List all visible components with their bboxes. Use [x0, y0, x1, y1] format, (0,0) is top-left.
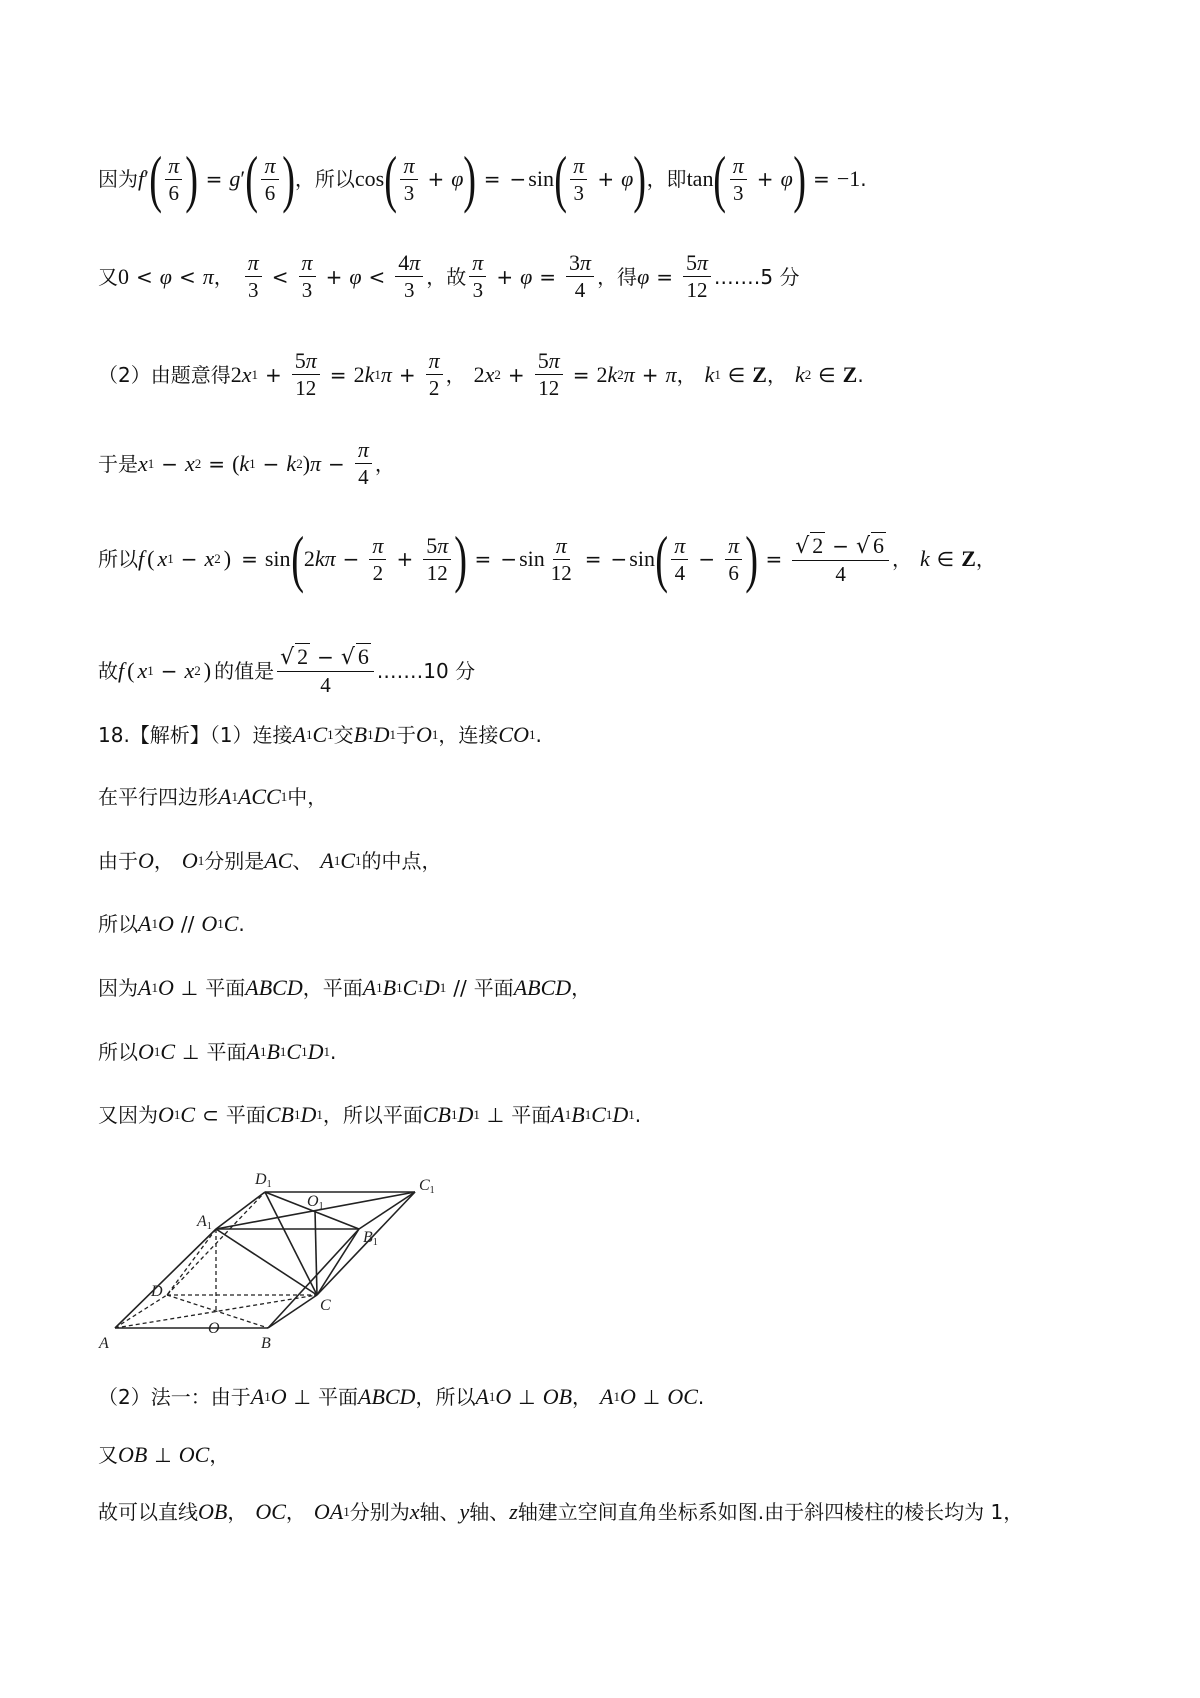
edge-B1-C [317, 1229, 359, 1295]
label-C1: C1 [419, 1177, 435, 1196]
edge-A1-C [216, 1229, 317, 1295]
hidden-A1-D [167, 1229, 216, 1295]
text-line-14: （2）法一：由于 A 1 O ⊥ 平面 ABCD ，所以 A 1 O ⊥ OB ， A 1 O ⊥ OC . [98, 1384, 705, 1409]
text-line-8: 在平行四边形 A 1 ACC 1 中， [98, 784, 328, 809]
text-line-6: 故 f ( x 1 − x 2 ) 的值是 $\frac{√ 2 - √ 6}{4}$ .……10 分 [98, 644, 476, 697]
text-line-12: 所以 O 1 C ⊥ 平面 A 1 B 1 C 1 D 1 . [98, 1039, 337, 1064]
edge-B-B1 [268, 1229, 359, 1328]
edge-O1-C [315, 1210, 317, 1295]
text-line-15: 又 OB ⊥ OC ， [98, 1442, 230, 1467]
text-line-11: 因为 A 1 O ⊥ 平面 ABCD ，平面 A 1 B 1 C 1 D 1 // 平面 ABCD ， [98, 975, 592, 1000]
edge-B-C [268, 1295, 317, 1328]
prism-figure [95, 1158, 455, 1353]
edge-D1-A1 [216, 1192, 265, 1229]
text-line-9: 由于 O ， O 1 分别是 AC 、 A 1 C 1 的中点， [98, 848, 442, 873]
label-A1: A1 [197, 1213, 212, 1232]
text-line-1: 因为 f ′ ( $\frac{\pi}{6}$ ) = g ′ ( $\frac{\pi}{6}$ ) ，所以 cos ( $\frac{\pi}{3}$ + φ ) = − sin ( $\frac{\pi}{3}$ + φ ) ，即 tan ( $\frac{\pi}{3}$ + φ ) = −1 . [98, 143, 867, 214]
label-A: A [99, 1335, 109, 1352]
text-line-7: 18.【解析】（1）连接 A 1 C 1 交 B 1 D 1 于 O 1 ，连接 CO 1 . [98, 722, 542, 747]
label-C: C [320, 1297, 331, 1314]
text-line-10: 所以 A 1 O // O 1 C . [98, 911, 245, 936]
text-line-3: （2）由题意得 2 x 1 + $\frac{5\pi}{12}$ = 2 k 1 π + $\frac{\pi}{2}$ ， 2 x 2 + $\frac{5\pi}{12}$ = 2 k 2 π + π ， k 1 ∈ Z ， k 2 ∈ Z . [98, 348, 864, 400]
label-O1: O1 [307, 1193, 324, 1212]
text-line-2: 又 0 < φ < π ， $\frac{\pi}{3}$ < $\frac{\pi}{3}$ + φ < $\frac{4\pi}{3}$ ，故 $\frac{\pi}{3}$ + φ = $\frac{3\pi}{4}$ ，得 φ = $\frac{5\pi}{12}$ .……5 分 [98, 250, 800, 302]
text-line-16: 故可以直线 OB ， OC ， OA 1 分别为 x 轴、 y 轴、 z 轴建立空间直角坐标系如图.由于斜四棱柱的棱长均为 1， [98, 1499, 1024, 1524]
label-B: B [261, 1335, 271, 1352]
edge-A-A1 [115, 1229, 216, 1328]
text-line-4: 于是 x 1 − x 2 = ( k 1 − k 2 ) π − $\frac{\pi}{4}$ ， [98, 437, 395, 489]
label-B1: B1 [363, 1229, 378, 1248]
label-D: D [151, 1283, 163, 1300]
label-D1: D1 [255, 1171, 272, 1190]
label-O: O [208, 1320, 220, 1337]
text-line-13: 又因为 O 1 C ⊂ 平面 CB 1 D 1 ，所以平面 CB 1 D 1 ⊥ 平面 A 1 B 1 C 1 D 1 . [98, 1102, 642, 1127]
text-line-5: 所以 f ( x 1 − x 2 ) = sin ( 2 kπ − $\frac{\pi}{2}$ + $\frac{5\pi}{12}$ ) = − sin $\frac{\pi}{12}$ = − sin ( $\frac{\pi}{4}$ − $\frac{\pi}{6}$ ) = $\frac{√ 2 - √ 6}{4}$ ， k ∈ Z ， [98, 523, 996, 594]
